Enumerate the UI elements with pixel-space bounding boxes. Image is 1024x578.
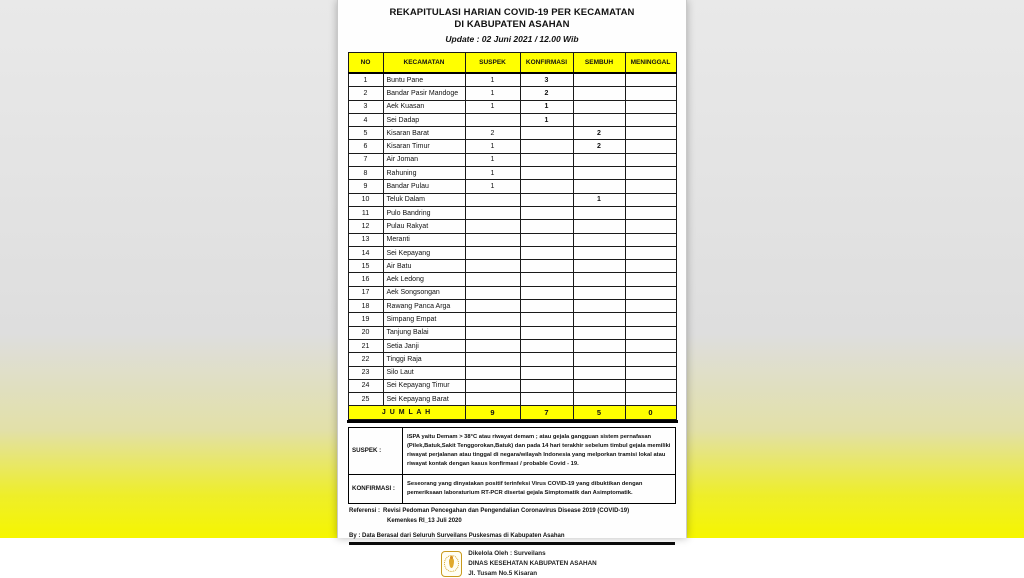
row-meninggal — [625, 127, 676, 140]
table-row — [348, 379, 676, 392]
row-meninggal — [625, 180, 676, 193]
row-meninggal — [625, 206, 676, 219]
row-no: 11 — [348, 206, 383, 219]
reference-block — [349, 507, 675, 526]
table-row — [348, 87, 676, 100]
row-konfirmasi — [520, 339, 573, 352]
row-suspek — [465, 113, 520, 126]
row-sembuh: 2 — [573, 140, 625, 153]
row-no: 23 — [348, 366, 383, 379]
totals-label: J U M L A H — [348, 406, 465, 420]
table-header-row — [348, 53, 676, 74]
table-row — [348, 339, 676, 352]
row-no: 25 — [348, 393, 383, 406]
row-sembuh — [573, 300, 625, 313]
total-meninggal: 0 — [625, 406, 676, 420]
row-konfirmasi — [520, 167, 573, 180]
reference-line2: Kemenkes RI_13 Juli 2020 — [387, 518, 462, 525]
row-suspek: 1 — [465, 100, 520, 113]
row-meninggal — [625, 73, 676, 87]
row-konfirmasi — [520, 233, 573, 246]
row-meninggal — [625, 233, 676, 246]
row-kecamatan: Teluk Dalam — [383, 193, 465, 206]
row-meninggal — [625, 220, 676, 233]
row-no: 21 — [348, 339, 383, 352]
row-meninggal — [625, 140, 676, 153]
row-sembuh — [573, 100, 625, 113]
table-row — [348, 393, 676, 406]
suspek-definition-row — [349, 427, 676, 474]
col-header-kecamatan: KECAMATAN — [383, 53, 465, 74]
row-konfirmasi: 1 — [520, 113, 573, 126]
total-sembuh: 5 — [573, 406, 625, 420]
row-konfirmasi — [520, 313, 573, 326]
row-kecamatan: Bandar Pulau — [383, 180, 465, 193]
row-sembuh — [573, 393, 625, 406]
row-suspek — [465, 339, 520, 352]
row-sembuh — [573, 313, 625, 326]
row-kecamatan: Simpang Empat — [383, 313, 465, 326]
row-konfirmasi — [520, 366, 573, 379]
row-no: 12 — [348, 220, 383, 233]
report-header — [338, 0, 686, 46]
row-no: 22 — [348, 353, 383, 366]
row-konfirmasi — [520, 246, 573, 259]
col-header-konfirmasi: KONFIRMASI — [520, 53, 573, 74]
konfirmasi-definition-row — [349, 474, 676, 503]
table-row — [348, 366, 676, 379]
konfirmasi-definition-label: KONFIRMASI : — [349, 474, 403, 503]
report-title-line1: REKAPITULASI HARIAN COVID-19 PER KECAMATAN — [389, 7, 635, 18]
row-suspek: 1 — [465, 87, 520, 100]
row-suspek — [465, 326, 520, 339]
row-no: 20 — [348, 326, 383, 339]
table-row — [348, 300, 676, 313]
row-kecamatan: Rawang Panca Arga — [383, 300, 465, 313]
row-kecamatan: Bandar Pasir Mandoge — [383, 87, 465, 100]
table-row — [348, 233, 676, 246]
row-no: 16 — [348, 273, 383, 286]
row-kecamatan: Sei Kepayang Timur — [383, 379, 465, 392]
row-suspek — [465, 220, 520, 233]
row-no: 4 — [348, 113, 383, 126]
row-meninggal — [625, 393, 676, 406]
table-row — [348, 326, 676, 339]
row-suspek — [465, 246, 520, 259]
row-no: 1 — [348, 73, 383, 87]
row-meninggal — [625, 326, 676, 339]
row-suspek — [465, 393, 520, 406]
table-row — [348, 260, 676, 273]
konfirmasi-definition-text: Seseorang yang dinyatakan positif terinfeksi Virus COVID-19 yang dibuktikan dengan pemeriksaan laboraturium RT-PCR disertai gejala Simptomatik dan Asimptomatik. — [403, 474, 676, 503]
table-row — [348, 353, 676, 366]
row-konfirmasi — [520, 273, 573, 286]
row-meninggal — [625, 113, 676, 126]
footer-agency-name: DINAS KESEHATAN KABUPATEN ASAHAN — [468, 559, 597, 567]
row-no: 17 — [348, 286, 383, 299]
row-konfirmasi — [520, 260, 573, 273]
row-suspek — [465, 286, 520, 299]
totals-row — [348, 406, 676, 420]
row-kecamatan: Aek Ledong — [383, 273, 465, 286]
col-header-meninggal: MENINGGAL — [625, 53, 676, 74]
covid-recap-table — [348, 52, 677, 420]
row-meninggal — [625, 300, 676, 313]
row-kecamatan: Aek Kuasan — [383, 100, 465, 113]
row-konfirmasi: 2 — [520, 87, 573, 100]
row-kecamatan: Kisaran Timur — [383, 140, 465, 153]
suspek-definition-label: SUSPEK : — [349, 427, 403, 474]
row-konfirmasi — [520, 180, 573, 193]
report-page — [337, 0, 687, 577]
row-sembuh — [573, 286, 625, 299]
table-row — [348, 73, 676, 87]
row-meninggal — [625, 246, 676, 259]
total-konfirmasi: 7 — [520, 406, 573, 420]
row-kecamatan: Sei Kepayang Barat — [383, 393, 465, 406]
row-no: 5 — [348, 127, 383, 140]
row-no: 8 — [348, 167, 383, 180]
row-sembuh — [573, 73, 625, 87]
row-suspek — [465, 233, 520, 246]
row-kecamatan: Buntu Pane — [383, 73, 465, 87]
row-suspek: 1 — [465, 180, 520, 193]
row-meninggal — [625, 313, 676, 326]
row-suspek: 1 — [465, 167, 520, 180]
row-kecamatan: Pulau Rakyat — [383, 220, 465, 233]
row-konfirmasi: 1 — [520, 100, 573, 113]
row-suspek — [465, 206, 520, 219]
row-meninggal — [625, 339, 676, 352]
row-konfirmasi — [520, 379, 573, 392]
table-row — [348, 220, 676, 233]
row-meninggal — [625, 366, 676, 379]
row-kecamatan: Air Joman — [383, 153, 465, 166]
row-konfirmasi — [520, 193, 573, 206]
row-no: 6 — [348, 140, 383, 153]
row-sembuh — [573, 273, 625, 286]
row-konfirmasi — [520, 220, 573, 233]
row-konfirmasi — [520, 140, 573, 153]
row-suspek — [465, 366, 520, 379]
row-konfirmasi — [520, 206, 573, 219]
row-suspek: 1 — [465, 140, 520, 153]
row-no: 2 — [348, 87, 383, 100]
footer-address: Jl. Tusam No.5 Kisaran — [468, 569, 538, 577]
row-sembuh: 1 — [573, 193, 625, 206]
row-sembuh — [573, 220, 625, 233]
row-kecamatan: Aek Songsongan — [383, 286, 465, 299]
row-konfirmasi — [520, 326, 573, 339]
table-row — [348, 286, 676, 299]
row-kecamatan: Air Batu — [383, 260, 465, 273]
row-suspek: 1 — [465, 153, 520, 166]
row-kecamatan: Sei Kepayang — [383, 246, 465, 259]
row-kecamatan: Pulo Bandring — [383, 206, 465, 219]
row-suspek: 1 — [465, 73, 520, 87]
row-konfirmasi — [520, 127, 573, 140]
row-no: 24 — [348, 379, 383, 392]
row-suspek: 2 — [465, 127, 520, 140]
row-suspek — [465, 273, 520, 286]
row-no: 15 — [348, 260, 383, 273]
row-no: 9 — [348, 180, 383, 193]
row-meninggal — [625, 353, 676, 366]
row-kecamatan: Setia Janji — [383, 339, 465, 352]
table-row — [348, 100, 676, 113]
row-no: 7 — [348, 153, 383, 166]
row-suspek — [465, 300, 520, 313]
row-sembuh — [573, 339, 625, 352]
row-suspek — [465, 193, 520, 206]
row-konfirmasi — [520, 300, 573, 313]
row-meninggal — [625, 100, 676, 113]
row-suspek — [465, 260, 520, 273]
row-meninggal — [625, 379, 676, 392]
reference-label: Referensi : — [349, 507, 381, 514]
row-no: 13 — [348, 233, 383, 246]
table-row — [348, 127, 676, 140]
row-konfirmasi: 3 — [520, 73, 573, 87]
row-sembuh — [573, 326, 625, 339]
row-konfirmasi — [520, 353, 573, 366]
row-meninggal — [625, 286, 676, 299]
row-kecamatan: Rahuning — [383, 167, 465, 180]
district-rows — [348, 73, 676, 406]
row-meninggal — [625, 87, 676, 100]
row-meninggal — [625, 167, 676, 180]
row-no: 14 — [348, 246, 383, 259]
row-meninggal — [625, 193, 676, 206]
row-no: 10 — [348, 193, 383, 206]
agency-footer — [338, 549, 686, 578]
row-konfirmasi — [520, 153, 573, 166]
footer-divider — [349, 542, 675, 546]
table-row — [348, 167, 676, 180]
suspek-definition-text: ISPA yaitu Demam > 38°C atau riwayat demam ; atau gejala gangguan sistem pernafasan (Pilek,Batuk,Sakit Tenggorokan,Batuk) dan pada 14 hari terakhir sebelum timbul gejala memiliki riwayat perjalanan atau tinggal di negara/wilayah Indonesia yang melporkan tramisi lokal atau riwayat kontak dengan kasus konfirmasi / probable Covid - 19. — [403, 427, 676, 474]
report-title-line2: DI KABUPATEN ASAHAN — [454, 19, 570, 30]
row-sembuh — [573, 366, 625, 379]
row-meninggal — [625, 260, 676, 273]
data-source-byline: By : Data Berasal dari Seluruh Surveilans Puskesmas di Kabupaten Asahan — [349, 532, 565, 539]
col-header-sembuh: SEMBUH — [573, 53, 625, 74]
table-row — [348, 113, 676, 126]
row-kecamatan: Meranti — [383, 233, 465, 246]
row-kecamatan: Kisaran Barat — [383, 127, 465, 140]
table-row — [348, 140, 676, 153]
row-sembuh — [573, 153, 625, 166]
table-bottom-divider — [347, 420, 678, 423]
health-emblem-icon — [441, 551, 462, 577]
row-sembuh — [573, 379, 625, 392]
row-sembuh: 2 — [573, 127, 625, 140]
row-sembuh — [573, 113, 625, 126]
table-row — [348, 153, 676, 166]
total-suspek: 9 — [465, 406, 520, 420]
table-row — [348, 273, 676, 286]
row-no: 19 — [348, 313, 383, 326]
row-sembuh — [573, 353, 625, 366]
row-suspek — [465, 353, 520, 366]
table-row — [348, 313, 676, 326]
row-kecamatan: Tinggi Raja — [383, 353, 465, 366]
row-no: 3 — [348, 100, 383, 113]
footer-managed-by: Dikelola Oleh : Surveilans — [468, 550, 546, 558]
row-konfirmasi — [520, 393, 573, 406]
row-sembuh — [573, 167, 625, 180]
row-sembuh — [573, 206, 625, 219]
row-sembuh — [573, 246, 625, 259]
col-header-no: NO — [348, 53, 383, 74]
row-suspek — [465, 379, 520, 392]
row-kecamatan: Sei Dadap — [383, 113, 465, 126]
col-header-suspek: SUSPEK — [465, 53, 520, 74]
row-konfirmasi — [520, 286, 573, 299]
reference-line1: Revisi Pedoman Pencegahan dan Pengendalian Coronavirus Disease 2019 (COVID-19) — [383, 507, 630, 514]
row-sembuh — [573, 180, 625, 193]
table-row — [348, 206, 676, 219]
row-meninggal — [625, 273, 676, 286]
row-meninggal — [625, 153, 676, 166]
table-row — [348, 246, 676, 259]
row-no: 18 — [348, 300, 383, 313]
row-kecamatan: Silo Laut — [383, 366, 465, 379]
table-row — [348, 193, 676, 206]
row-sembuh — [573, 87, 625, 100]
update-timestamp: Update : 02 Juni 2021 / 12.00 Wib — [445, 34, 579, 44]
row-sembuh — [573, 233, 625, 246]
row-kecamatan: Tanjung Balai — [383, 326, 465, 339]
definitions-table — [348, 427, 676, 504]
row-suspek — [465, 313, 520, 326]
table-row — [348, 180, 676, 193]
row-sembuh — [573, 260, 625, 273]
